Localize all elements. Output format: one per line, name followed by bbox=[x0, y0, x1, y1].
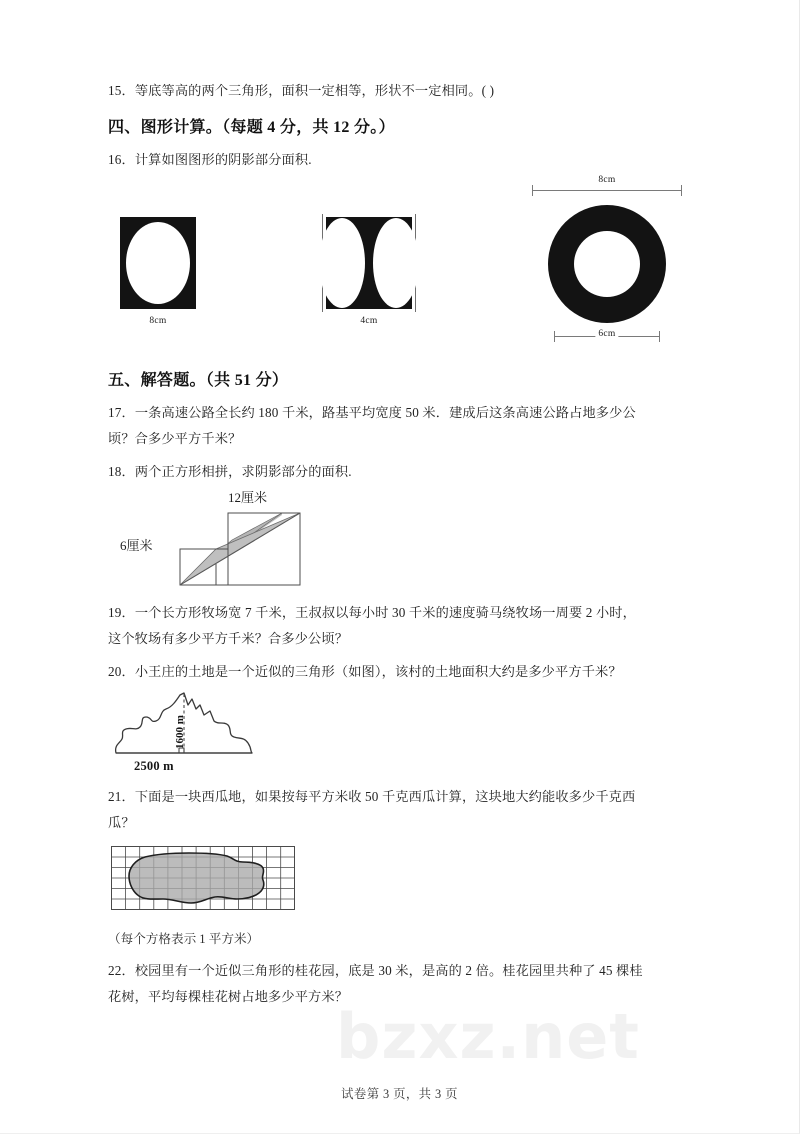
annulus-inner-hole bbox=[574, 231, 640, 297]
dimension-tick-right bbox=[681, 185, 682, 196]
black-square-shape bbox=[120, 217, 196, 309]
question-20: 20．小王庄的土地是一个近似的三角形（如图），该村的土地面积大约是多少平方千米？ bbox=[108, 664, 622, 679]
page-footer: 试卷第 3 页，共 3 页 bbox=[341, 1087, 458, 1101]
question-15: 15．等底等高的两个三角形，面积一定相等，形状不一定相同。( ) bbox=[108, 83, 495, 98]
dimension-bar bbox=[532, 190, 682, 191]
question-21-line-2: 瓜？ bbox=[108, 815, 135, 830]
question-22-line-2: 花树，平均每棵桂花树占地多少平方米？ bbox=[108, 989, 349, 1004]
question-19-line-1: 19．一个长方形牧场宽 7 千米，王叔叔以每小时 30 千米的速度骑马绕牧场一周要 2 小时， bbox=[108, 605, 636, 620]
section-heading-4: 四、图形计算。（每题 4 分，共 12 分。） bbox=[108, 119, 395, 136]
figure-q16-square-lens bbox=[326, 217, 412, 326]
question-19-line-2: 这个牧场有多少平方千米？合多少公顷？ bbox=[108, 631, 349, 646]
inner-diameter-dimension bbox=[554, 331, 660, 341]
figure-q16-label-b: 4cm bbox=[360, 316, 378, 326]
figure-q18-shading-overlay bbox=[174, 489, 384, 593]
site-watermark: bzxz.net bbox=[336, 1000, 640, 1073]
outer-diameter-label: 8cm bbox=[595, 175, 618, 185]
figure-q18-top-label: 12厘米 bbox=[228, 490, 268, 505]
dimension-tick-right bbox=[659, 331, 660, 342]
question-21-note: （每个方格表示 1 平方米） bbox=[108, 932, 260, 946]
question-21-line-1: 21．下面是一块西瓜地，如果按每平方米收 50 千克西瓜计算，这块地大约能收多少千克西 bbox=[108, 789, 636, 804]
figure-q16-label-a: 8cm bbox=[149, 316, 167, 326]
question-17-line-1: 17．一条高速公路全长约 180 千米，路基平均宽度 50 米．建成后这条高速公路占地多少公 bbox=[108, 405, 636, 420]
question-22-line-1: 22．校园里有一个近似三角形的桂花园，底是 30 米，是高的 2 倍。桂花园里共种了 45 棵桂 bbox=[108, 963, 643, 978]
question-17-line-2: 顷？合多少平方千米？ bbox=[108, 431, 242, 446]
figure-q16 bbox=[108, 175, 692, 357]
figure-q18-left-label: 6厘米 bbox=[120, 538, 153, 553]
right-semicircle-hole bbox=[373, 218, 419, 308]
question-18: 18．两个正方形相拼，求阴影部分的面积. bbox=[108, 464, 352, 479]
black-square-with-lobes bbox=[326, 217, 412, 309]
left-semicircle-hole bbox=[319, 218, 365, 308]
figure-q20 bbox=[108, 691, 692, 777]
page-content bbox=[108, 78, 692, 1010]
figure-q16-square-circle bbox=[120, 217, 196, 326]
figure-q20-height-label: 1600 m bbox=[174, 715, 186, 749]
inner-diameter-label: 6cm bbox=[595, 329, 618, 339]
dimension-tick-left bbox=[554, 331, 555, 342]
question-16: 16．计算如图图形的阴影部分面积. bbox=[108, 152, 312, 167]
figure-q20-base-label: 2500 m bbox=[134, 759, 174, 773]
dimension-tick-left bbox=[532, 185, 533, 196]
figure-q21-drawing bbox=[111, 846, 307, 918]
figure-q21 bbox=[108, 842, 692, 920]
figure-q18 bbox=[108, 489, 692, 593]
annulus-shape bbox=[548, 205, 666, 323]
outer-diameter-dimension bbox=[532, 175, 682, 195]
section-heading-5: 五、解答题。（共 51 分） bbox=[108, 372, 289, 389]
inscribed-circle-hole bbox=[126, 222, 190, 304]
